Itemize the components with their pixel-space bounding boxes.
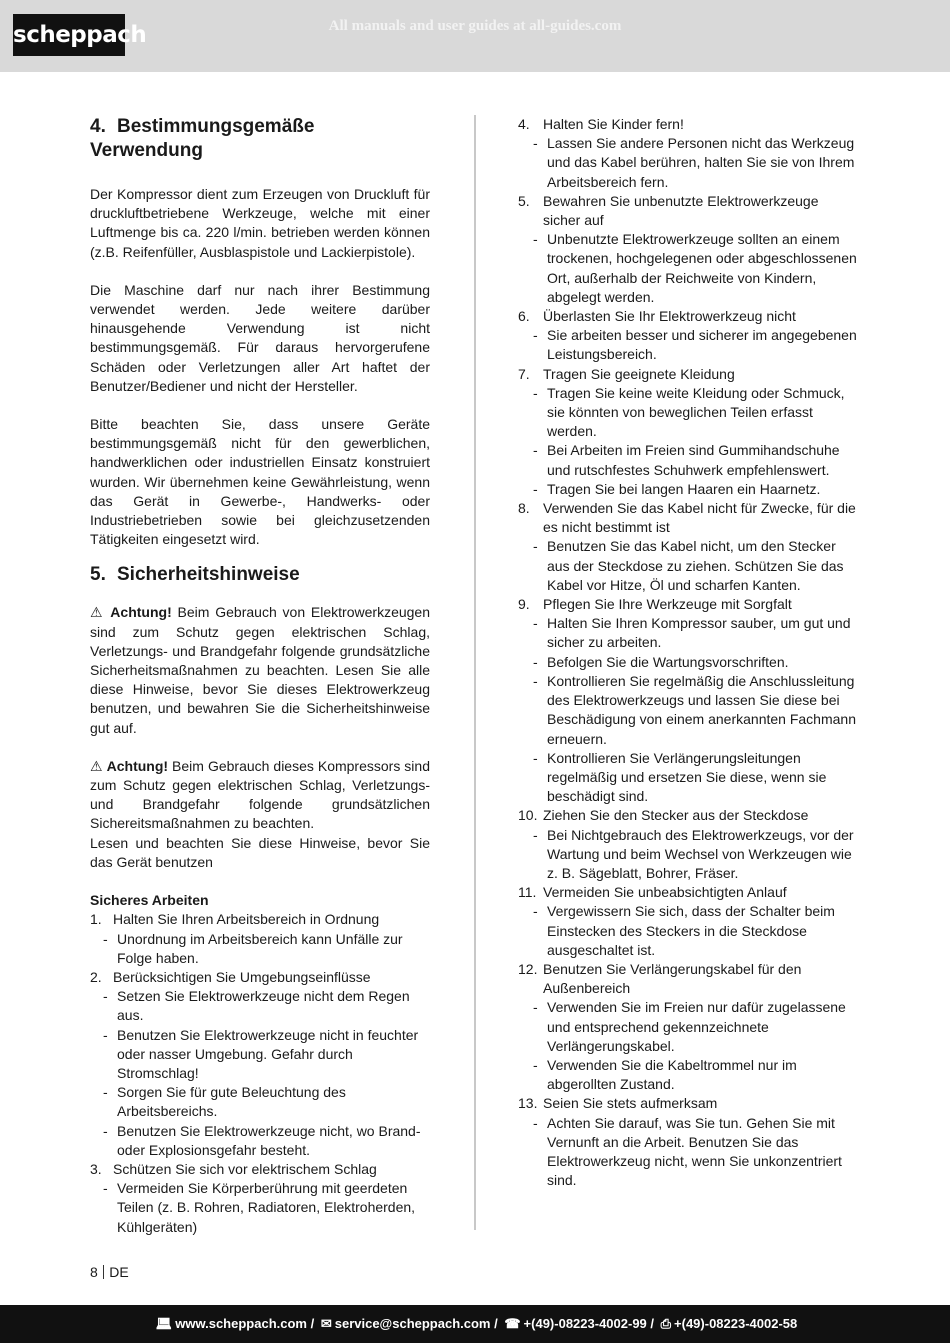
list-subitem: - Sorgen Sie für gute Beleuchtung des Arbeitsbereichs. xyxy=(103,1084,346,1120)
list-subitem: - Sie arbeiten besser und sicherer im angegebenen Leistungsbereich. xyxy=(533,327,857,363)
brand-logo: scheppach xyxy=(13,14,125,56)
computer-icon: 💻︎ xyxy=(155,1316,173,1331)
list-subitem: - Unordnung im Arbeitsbereich kann Unfälle zur Folge haben. xyxy=(103,930,403,966)
phone-number: +(49)-08223-4002-99 / xyxy=(523,1316,654,1331)
list-item: 1. Halten Sie Ihren Arbeitsbereich in Ordnung xyxy=(90,911,380,928)
list-item: 5. Bewahren Sie unbenutzte Elektrowerkzeuge sicher auf xyxy=(518,192,819,229)
paragraph: Lesen und beachten Sie diese Hinweise, bevor Sie das Gerät benutzen xyxy=(90,834,430,870)
left-column xyxy=(90,115,430,1237)
list-subitem: - Tragen Sie keine weite Kleidung oder Schmuck, sie könnten von beweglichen Teilen erfasst werden. xyxy=(533,384,845,440)
list-item: 4. Halten Sie Kinder fern! xyxy=(518,116,684,132)
separator xyxy=(103,1265,105,1279)
list-subitem: - Vergewissern Sie sich, dass der Schalter beim Einstecken des Steckers in die Steckdose ausgeschaltet ist. xyxy=(533,903,835,958)
paragraph: Der Kompressor dient zum Erzeugen von Druckluft für druckluftbetriebene Werkzeuge, welche mit einer Luftmenge bis ca. 220 l/min. betrieben werden können (z.B. Reifenfüller, Ausblaspistole und Lackierpistole). xyxy=(90,186,430,260)
list-subitem: - Verwenden Sie die Kabeltrommel nur im abgerollten Zustand. xyxy=(533,1056,797,1093)
warning-icon: ⚠ xyxy=(90,757,103,774)
list-subitem: - Achten Sie darauf, was Sie tun. Gehen Sie mit Vernunft an die Arbeit. Benutzen Sie das Elektrowerkzeug nicht, wenn Sie unkonzentriert sind. xyxy=(533,1114,842,1189)
fax-icon: ⎙ xyxy=(660,1316,672,1331)
right-column xyxy=(518,115,858,1190)
page-number: 8 xyxy=(90,1264,98,1280)
section-5-heading: 5. Sicherheitshinweise xyxy=(90,564,300,586)
phone-icon: ☎ xyxy=(504,1316,521,1331)
contact-bar xyxy=(0,1305,950,1343)
list-subitem: - Kontrollieren Sie regelmäßig die Anschlussleitung des Elektrowerkzeugs und lassen Sie diese bei Beschädigung von einem anerkannten Fachmann erneuern. xyxy=(533,672,856,747)
list-item: 8. Verwenden Sie das Kabel nicht für Zwecke, für die es nicht bestimmt ist xyxy=(518,500,856,536)
list-subitem: - Befolgen Sie die Wartungsvorschriften. xyxy=(533,653,789,670)
paragraph: Bitte beachten Sie, dass unsere Geräte bestimmungsgemäß nicht für den gewerblichen, handwerklichen oder industriellen Einsatz konstruiert wurden. Wir übernehmen keine Gewährleistung, wenn das Gerät in Gewerbe-, Handwerks- oder Industriebetrieben sowie bei gleichzusetzenden Tätigkeiten eingesetzt wird. xyxy=(90,416,430,548)
language-code: DE xyxy=(109,1264,129,1280)
section-4-heading: 4. Bestimmungsgemäße Verwendung xyxy=(90,116,315,161)
fax-number: +(49)-08223-4002-58 xyxy=(674,1316,798,1331)
warning-paragraph: ⚠ Achtung! Beim Gebrauch dieses Kompressors sind zum Schutz gegen elektrischen Schlag, Verletzungs- und Brandgefahr folgende grundsätzlichen Sichereitsmaßnahmen zu beachten. xyxy=(90,757,430,832)
list-subitem: - Benutzen Sie das Kabel nicht, um den Stecker aus der Steckdose zu ziehen. Schützen Sie das Kabel vor Hitze, Öl und scharfen Kanten. xyxy=(533,538,844,593)
list-subitem: - Lassen Sie andere Personen nicht das Werkzeug und das Kabel berühren, halten Sie sie von Ihrem Arbeitsbereich fern. xyxy=(533,135,855,190)
list-subitem: - Benutzen Sie Elektrowerkzeuge nicht, wo Brand- oder Explosionsgefahr besteht. xyxy=(103,1122,421,1158)
list-subitem: - Vermeiden Sie Körperberührung mit geerdeten Teilen (z. B. Rohren, Radiatoren, Elektroherden, Kühlgeräten) xyxy=(103,1180,416,1235)
list-subitem: - Setzen Sie Elektrowerkzeuge nicht dem Regen aus. xyxy=(103,988,410,1024)
paragraph: Die Maschine darf nur nach ihrer Bestimmung verwendet werden. Jede weitere darüber hinausgehende Verwendung ist nicht bestimmungsgemäß. Für daraus hervorgerufene Schäden oder Verletzungen aller Art haftet der Benutzer/Bediener und nicht der Hersteller. xyxy=(90,281,430,394)
subheading: Sicheres Arbeiten xyxy=(90,892,209,909)
list-item: 3. Schützen Sie sich vor elektrischem Schlag xyxy=(90,1160,377,1177)
list-item: 9. Pflegen Sie Ihre Werkzeuge mit Sorgfalt xyxy=(518,596,792,613)
email-icon: ✉ xyxy=(320,1316,332,1331)
list-item: 2. Berücksichtigen Sie Umgebungseinflüsse xyxy=(90,968,371,985)
list-subitem: - Verwenden Sie im Freien nur dafür zugelassene und entsprechend gekennzeichnete Verlängerungskabel. xyxy=(533,999,846,1054)
list-subitem: - Bei Nichtgebrauch des Elektrowerkzeugs, vor der Wartung und beim Wechsel von Werkzeugen wie z. B. Sägeblatt, Bohrer, Fräser. xyxy=(533,826,854,881)
list-item: 11. Vermeiden Sie unbeabsichtigten Anlauf xyxy=(518,884,787,901)
email-link[interactable]: service@scheppach.com / xyxy=(334,1316,498,1331)
list-item: 10. Ziehen Sie den Stecker aus der Steckdose xyxy=(518,807,809,824)
list-subitem: - Benutzen Sie Elektrowerkzeuge nicht in feuchter oder nasser Umgebung. Gefahr durch Stromschlag! xyxy=(103,1026,419,1081)
list-subitem: - Bei Arbeiten im Freien sind Gummihandschuhe und rutschfestes Schuhwerk empfehlenswert. xyxy=(533,442,840,478)
top-banner xyxy=(0,0,950,72)
list-item: 6. Überlasten Sie Ihr Elektrowerkzeug nicht xyxy=(518,308,796,325)
list-subitem: - Tragen Sie bei langen Haaren ein Haarnetz. xyxy=(533,480,821,497)
list-item: 12. Benutzen Sie Verlängerungskabel für den Außenbereich xyxy=(518,960,802,997)
list-item: 13. Seien Sie stets aufmerksam xyxy=(518,1095,718,1112)
list-subitem: - Unbenutzte Elektrowerkzeuge sollten an einem trockenen, hochgelegenen oder abgeschlossenen Ort, außerhalb der Reichweite von Kindern, abgelegt werden. xyxy=(533,231,857,305)
page-footer xyxy=(90,1264,129,1280)
list-item: 7. Tragen Sie geeignete Kleidung xyxy=(518,365,735,382)
warning-paragraph: ⚠ Achtung! Beim Gebrauch von Elektrowerkzeugen sind zum Schutz gegen elektrischen Schlag, Verletzungs- und Brandgefahr folgende grundsätzliche Sicherheitsmaßnahmen zu beachten. Lesen Sie alle diese Hinweise, bevor Sie dieses Elektrowerkzeug benutzen, und bewahren Sie die Sicherheitshinweise gut auf. xyxy=(90,604,430,736)
column-divider xyxy=(474,115,476,1230)
list-subitem: - Halten Sie Ihren Kompressor sauber, um gut und sicher zu arbeiten. xyxy=(533,615,851,651)
website-link[interactable]: www.scheppach.com / xyxy=(175,1316,315,1331)
watermark-text: All manuals and user guides at all-guides.com xyxy=(328,18,622,34)
warning-icon: ⚠ xyxy=(90,604,105,621)
list-subitem: - Kontrollieren Sie Verlängerungsleitungen regelmäßig und ersetzen Sie diese, wenn sie beschädigt sind. xyxy=(533,749,827,805)
